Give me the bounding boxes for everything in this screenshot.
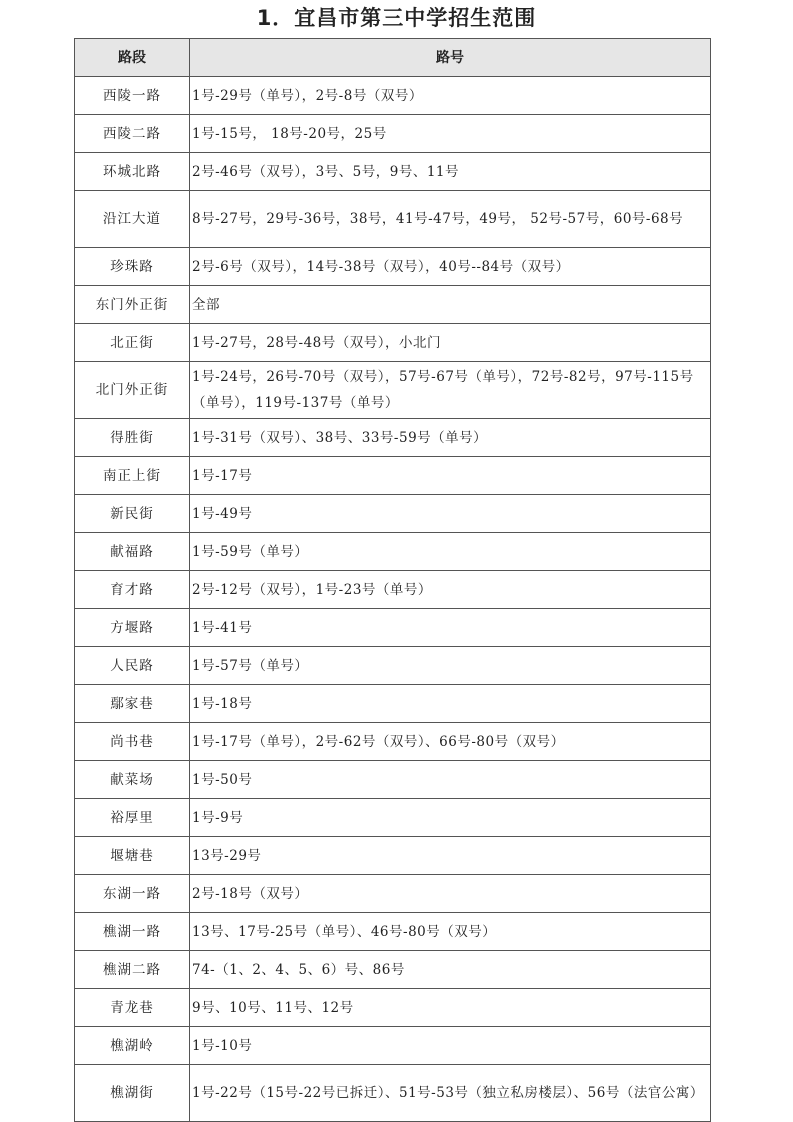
table-row <box>75 419 711 457</box>
road-cell: 樵湖二路 <box>75 951 190 989</box>
road-cell: 北门外正街 <box>75 362 190 419</box>
road-cell: 樵湖岭 <box>75 1027 190 1065</box>
road-cell: 西陵二路 <box>75 115 190 153</box>
table-row <box>75 248 711 286</box>
road-cell: 人民路 <box>75 647 190 685</box>
table-row <box>75 647 711 685</box>
table-row <box>75 495 711 533</box>
numbers-cell: 1号-22号（15号-22号已拆迁）、51号-53号（独立私房楼层）、56号（法官公寓） <box>190 1065 711 1122</box>
road-cell: 环城北路 <box>75 153 190 191</box>
numbers-cell: 1号-9号 <box>190 799 711 837</box>
road-cell: 珍珠路 <box>75 248 190 286</box>
table-row <box>75 533 711 571</box>
road-cell: 樵湖街 <box>75 1065 190 1122</box>
numbers-cell: 1号-15号， 18号-20号，25号 <box>190 115 711 153</box>
road-cell: 献福路 <box>75 533 190 571</box>
table-row <box>75 571 711 609</box>
table-row <box>75 723 711 761</box>
table-row <box>75 362 711 419</box>
numbers-cell: 1号-41号 <box>190 609 711 647</box>
numbers-cell: 13号、17号-25号（单号）、46号-80号（双号） <box>190 913 711 951</box>
numbers-cell: 1号-17号（单号），2号-62号（双号）、66号-80号（双号） <box>190 723 711 761</box>
road-cell: 青龙巷 <box>75 989 190 1027</box>
table-row <box>75 989 711 1027</box>
road-cell: 东门外正街 <box>75 286 190 324</box>
table-row <box>75 77 711 115</box>
numbers-cell: 2号-6号（双号），14号-38号（双号），40号--84号（双号） <box>190 248 711 286</box>
numbers-cell: 1号-27号，28号-48号（双号），小北门 <box>190 324 711 362</box>
numbers-cell: 2号-18号（双号） <box>190 875 711 913</box>
numbers-cell: 1号-29号（单号），2号-8号（双号） <box>190 77 711 115</box>
table-row <box>75 457 711 495</box>
road-cell: 沿江大道 <box>75 191 190 248</box>
page-title: 1．宜昌市第三中学招生范围 <box>256 6 537 30</box>
numbers-cell: 1号-59号（单号） <box>190 533 711 571</box>
road-cell: 樵湖一路 <box>75 913 190 951</box>
table-row <box>75 875 711 913</box>
table-row <box>75 837 711 875</box>
road-cell: 北正街 <box>75 324 190 362</box>
table-row <box>75 761 711 799</box>
table-row <box>75 609 711 647</box>
header-numbers: 路号 <box>190 39 711 77</box>
numbers-cell: 1号-17号 <box>190 457 711 495</box>
numbers-cell: 2号-46号（双号），3号、5号，9号、11号 <box>190 153 711 191</box>
road-cell: 东湖一路 <box>75 875 190 913</box>
numbers-cell: 1号-50号 <box>190 761 711 799</box>
table-header-row <box>75 39 711 77</box>
road-cell: 方堰路 <box>75 609 190 647</box>
enrollment-range-table <box>74 38 711 1122</box>
table-row <box>75 951 711 989</box>
road-cell: 西陵一路 <box>75 77 190 115</box>
numbers-cell: 9号、10号、11号、12号 <box>190 989 711 1027</box>
road-cell: 鄢家巷 <box>75 685 190 723</box>
road-cell: 新民街 <box>75 495 190 533</box>
road-cell: 裕厚里 <box>75 799 190 837</box>
numbers-cell: 1号-18号 <box>190 685 711 723</box>
numbers-cell: 8号-27号，29号-36号，38号，41号-47号，49号， 52号-57号，60号-68号 <box>190 191 711 248</box>
numbers-cell: 1号-31号（双号）、38号、33号-59号（单号） <box>190 419 711 457</box>
header-road: 路段 <box>75 39 190 77</box>
road-cell: 堰塘巷 <box>75 837 190 875</box>
numbers-cell: 1号-24号，26号-70号（双号），57号-67号（单号），72号-82号，97号-115号（单号），119号-137号（单号） <box>190 362 711 419</box>
road-cell: 育才路 <box>75 571 190 609</box>
table-row <box>75 324 711 362</box>
numbers-cell: 1号-10号 <box>190 1027 711 1065</box>
table-row <box>75 115 711 153</box>
numbers-cell: 74-（1、2、4、5、6）号、86号 <box>190 951 711 989</box>
numbers-cell: 13号-29号 <box>190 837 711 875</box>
numbers-cell: 全部 <box>190 286 711 324</box>
numbers-cell: 2号-12号（双号），1号-23号（单号） <box>190 571 711 609</box>
table-row <box>75 685 711 723</box>
numbers-cell: 1号-49号 <box>190 495 711 533</box>
numbers-cell: 1号-57号（单号） <box>190 647 711 685</box>
table-row <box>75 1027 711 1065</box>
table-row <box>75 1065 711 1122</box>
table-row <box>75 191 711 248</box>
table-row <box>75 153 711 191</box>
table-row <box>75 286 711 324</box>
table-row <box>75 913 711 951</box>
table-row <box>75 799 711 837</box>
road-cell: 南正上街 <box>75 457 190 495</box>
road-cell: 献菜场 <box>75 761 190 799</box>
road-cell: 尚书巷 <box>75 723 190 761</box>
road-cell: 得胜街 <box>75 419 190 457</box>
